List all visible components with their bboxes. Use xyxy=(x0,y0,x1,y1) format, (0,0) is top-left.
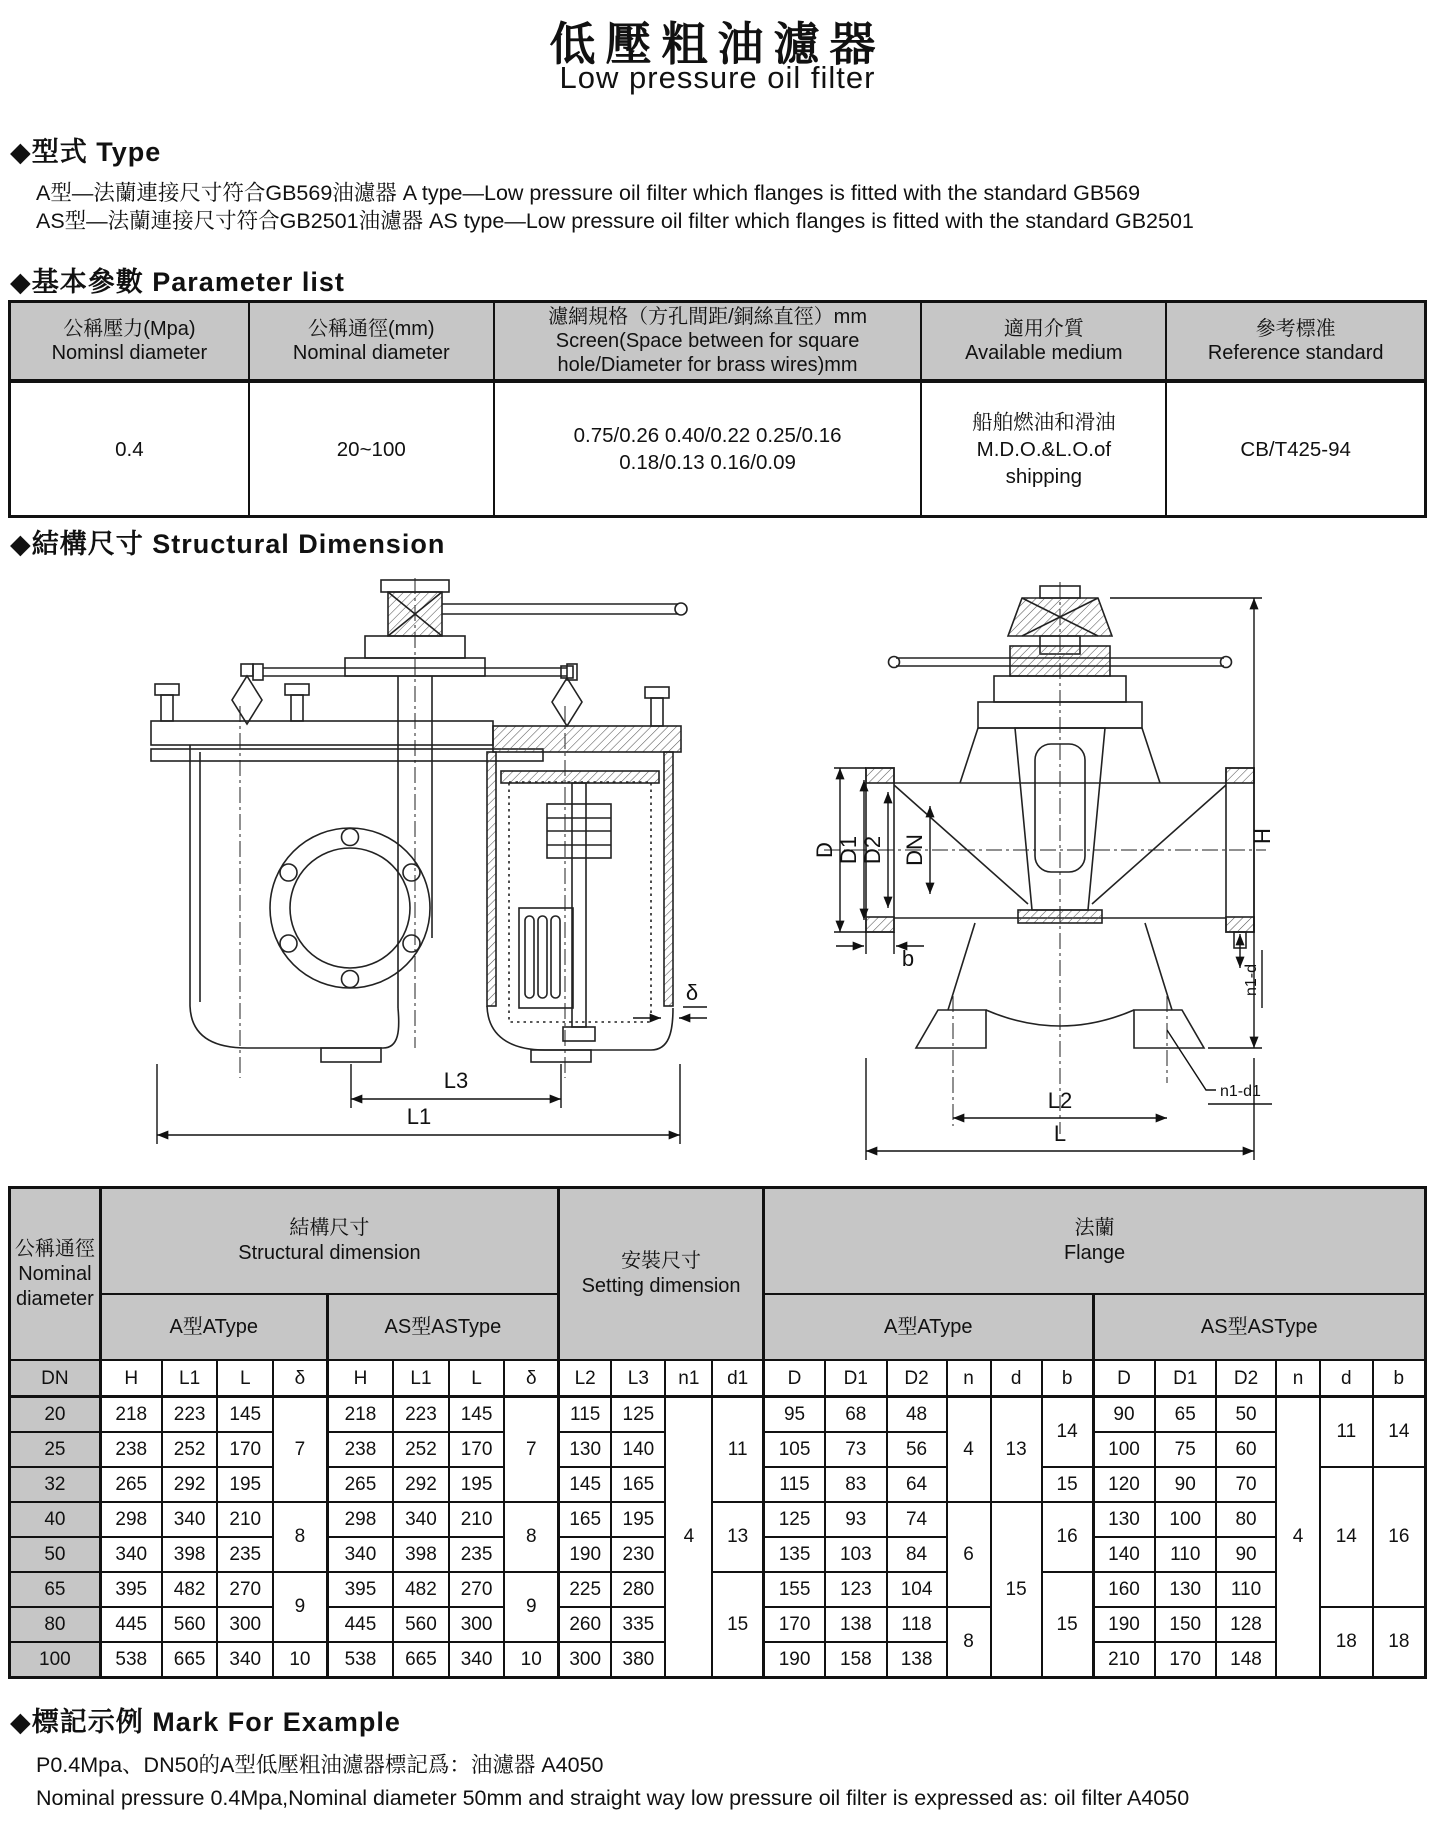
dim-cell-as_D1: 90 xyxy=(1155,1467,1217,1502)
dim-cell-as_D2: 128 xyxy=(1216,1607,1276,1642)
dim-row-20 xyxy=(10,1397,1426,1433)
dim-cell-dn: 65 xyxy=(10,1572,101,1607)
dim-cell-dn: 32 xyxy=(10,1467,101,1502)
dim-cell-l3: 165 xyxy=(611,1467,665,1502)
param-header-3: 適用介質 Available medium xyxy=(921,302,1166,382)
dim-cell-dn: 25 xyxy=(10,1432,101,1467)
right-structural-drawing xyxy=(810,578,1280,1175)
dim-row-40 xyxy=(10,1502,1426,1537)
param-value-0: 0.4 xyxy=(10,381,249,517)
dim-cell-a_D1: 103 xyxy=(825,1537,887,1572)
dim-cell-d1: 13 xyxy=(712,1502,763,1572)
dim-cell-a_D1: 68 xyxy=(825,1397,887,1433)
dim-cell-as_D: 100 xyxy=(1093,1432,1155,1467)
dim-cell-a_D2: 138 xyxy=(887,1642,947,1678)
dim-row-65 xyxy=(10,1572,1426,1607)
dimension-table xyxy=(8,1186,1427,1679)
dim-cell-a_h: 395 xyxy=(100,1572,162,1607)
dim-cell-l2: 225 xyxy=(559,1572,612,1607)
centerlines xyxy=(240,578,565,1078)
dim-cell-as_h: 218 xyxy=(327,1397,393,1433)
left-dimension-lines xyxy=(157,1007,707,1144)
dim-col-header-a_b: b xyxy=(1042,1360,1093,1397)
dim-cell-a_h: 298 xyxy=(100,1502,162,1537)
section-heading-mark: ◆標記示例 Mark For Example xyxy=(10,1707,401,1737)
dim-col-header-a_D2: D2 xyxy=(887,1360,947,1397)
dim-cell-a_delta: 10 xyxy=(273,1642,327,1678)
dim-cell-a_h: 265 xyxy=(100,1467,162,1502)
dim-cell-a_delta: 8 xyxy=(273,1502,327,1572)
dim-cell-as_l1: 340 xyxy=(393,1502,449,1537)
dim-cell-as_l: 170 xyxy=(449,1432,505,1467)
dim-cell-as_D: 210 xyxy=(1093,1642,1155,1678)
dim-col-header-as_l: L xyxy=(449,1360,505,1397)
dim-cell-a_D1: 158 xyxy=(825,1642,887,1678)
dim-cell-as_D: 160 xyxy=(1093,1572,1155,1607)
dim-cell-a_D: 105 xyxy=(764,1432,826,1467)
dim-cell-a_D1: 138 xyxy=(825,1607,887,1642)
dim-cell-as_D: 90 xyxy=(1093,1397,1155,1433)
dim-header-structural: 結構尺寸 Structural dimension xyxy=(100,1188,558,1295)
param-data-row xyxy=(10,381,1426,517)
dim-cell-as_h: 340 xyxy=(327,1537,393,1572)
param-value-2: 0.75/0.26 0.40/0.22 0.25/0.16 0.18/0.13 0.16/0.09 xyxy=(494,381,922,517)
dim-cell-as_n: 4 xyxy=(1276,1397,1320,1678)
dim-cell-a_l1: 398 xyxy=(162,1537,218,1572)
dim-cell-dn: 40 xyxy=(10,1502,101,1537)
dim-cell-as_D1: 110 xyxy=(1155,1537,1217,1572)
dim-cell-a_l: 235 xyxy=(217,1537,273,1572)
dim-cell-as_d: 18 xyxy=(1320,1607,1373,1678)
dim-cell-as_b: 18 xyxy=(1373,1607,1426,1678)
dim-cell-as_l1: 252 xyxy=(393,1432,449,1467)
dim-cell-as_delta: 8 xyxy=(504,1502,558,1572)
dim-col-header-a_l: L xyxy=(217,1360,273,1397)
dim-label-n1-d: n1-d xyxy=(1243,963,1260,997)
dim-cell-a_n: 4 xyxy=(947,1397,991,1503)
dim-cell-as_l1: 560 xyxy=(393,1607,449,1642)
dim-cell-a_D2: 84 xyxy=(887,1537,947,1572)
dim-cell-as_h: 538 xyxy=(327,1642,393,1678)
param-header-4: 參考標准 Reference standard xyxy=(1166,302,1425,382)
dim-col-header-as_l1: L1 xyxy=(393,1360,449,1397)
filter-body-section xyxy=(151,580,687,1062)
param-header-row xyxy=(10,302,1426,382)
dim-cell-as_l1: 223 xyxy=(393,1397,449,1433)
dim-col-header-as_D1: D1 xyxy=(1155,1360,1217,1397)
dim-cell-dn: 20 xyxy=(10,1397,101,1433)
dim-cell-as_l: 145 xyxy=(449,1397,505,1433)
dim-cell-a_l1: 560 xyxy=(162,1607,218,1642)
dim-header-nominal: 公稱通徑 Nominal diameter xyxy=(10,1188,101,1361)
dim-cell-as_D2: 80 xyxy=(1216,1502,1276,1537)
dim-cell-as_l: 235 xyxy=(449,1537,505,1572)
dim-cell-l2: 260 xyxy=(559,1607,612,1642)
dim-col-header-d1: d1 xyxy=(712,1360,763,1397)
dim-cell-as_delta: 7 xyxy=(504,1397,558,1503)
dim-cell-a_l: 340 xyxy=(217,1642,273,1678)
dim-cell-as_h: 298 xyxy=(327,1502,393,1537)
dim-cell-a_D1: 83 xyxy=(825,1467,887,1502)
dim-header-setting: 安裝尺寸 Setting dimension xyxy=(559,1188,764,1361)
dim-cell-a_l1: 223 xyxy=(162,1397,218,1433)
mark-line-en: Nominal pressure 0.4Mpa,Nominal diameter 50mm and straight way low pressure oil filter is expressed as: oil filter A4050 xyxy=(36,1786,1190,1810)
dim-cell-l2: 130 xyxy=(559,1432,612,1467)
param-header-0: 公稱壓力(Mpa) Nominsl diameter xyxy=(10,302,249,382)
right-dimension-lines xyxy=(834,598,1272,1160)
dim-cell-a_b: 15 xyxy=(1042,1572,1093,1678)
dim-cell-a_l1: 252 xyxy=(162,1432,218,1467)
dim-cell-a_D1: 123 xyxy=(825,1572,887,1607)
dim-cell-l2: 190 xyxy=(559,1537,612,1572)
dim-cell-as_D1: 130 xyxy=(1155,1572,1217,1607)
dim-cell-as_h: 238 xyxy=(327,1432,393,1467)
dim-cell-a_l: 195 xyxy=(217,1467,273,1502)
dim-cell-as_D1: 65 xyxy=(1155,1397,1217,1433)
dim-cell-as_l: 195 xyxy=(449,1467,505,1502)
dim-cell-a_h: 218 xyxy=(100,1397,162,1433)
dim-cell-l2: 165 xyxy=(559,1502,612,1537)
dim-cell-a_l: 300 xyxy=(217,1607,273,1642)
dim-cell-as_D1: 170 xyxy=(1155,1642,1217,1678)
dim-cell-a_D: 125 xyxy=(764,1502,826,1537)
dim-cell-a_D: 95 xyxy=(764,1397,826,1433)
dim-cell-as_d: 11 xyxy=(1320,1397,1373,1468)
dim-cell-as_D2: 60 xyxy=(1216,1432,1276,1467)
dim-cell-as_l1: 665 xyxy=(393,1642,449,1678)
dim-cell-as_delta: 9 xyxy=(504,1572,558,1642)
dim-cell-a_D2: 118 xyxy=(887,1607,947,1642)
dim-cell-as_D2: 50 xyxy=(1216,1397,1276,1433)
dim-cell-a_D1: 93 xyxy=(825,1502,887,1537)
dim-col-header-as_b: b xyxy=(1373,1360,1426,1397)
dim-cell-l3: 140 xyxy=(611,1432,665,1467)
dim-cell-a_l1: 665 xyxy=(162,1642,218,1678)
dim-cell-l2: 145 xyxy=(559,1467,612,1502)
dim-cell-dn: 100 xyxy=(10,1642,101,1678)
dim-label-b: b xyxy=(901,946,915,971)
dim-cell-as_h: 395 xyxy=(327,1572,393,1607)
dim-cell-l3: 125 xyxy=(611,1397,665,1433)
dim-cell-as_l1: 482 xyxy=(393,1572,449,1607)
dim-cell-l3: 380 xyxy=(611,1642,665,1678)
mark-line-zh: P0.4Mpa、DN50的A型低壓粗油濾器標記爲：油濾器 A4050 xyxy=(36,1753,604,1777)
dim-cell-a_b: 14 xyxy=(1042,1397,1093,1468)
dim-cell-l3: 195 xyxy=(611,1502,665,1537)
dim-cell-a_d: 15 xyxy=(991,1502,1042,1678)
dim-cell-a_D2: 104 xyxy=(887,1572,947,1607)
dim-cell-a_D: 155 xyxy=(764,1572,826,1607)
dim-col-header-a_l1: L1 xyxy=(162,1360,218,1397)
dim-col-header-as_h: H xyxy=(327,1360,393,1397)
param-value-3: 船舶燃油和滑油 M.D.O.&L.O.of shipping xyxy=(921,381,1166,517)
dim-label-l3: L3 xyxy=(443,1068,469,1093)
dim-cell-a_l1: 340 xyxy=(162,1502,218,1537)
dim-label-l1: L1 xyxy=(406,1104,432,1129)
dim-cell-a_d: 13 xyxy=(991,1397,1042,1503)
dim-header-flange: 法蘭 Flange xyxy=(764,1188,1426,1295)
dim-subheader-row xyxy=(10,1360,1426,1397)
param-value-4: CB/T425-94 xyxy=(1166,381,1425,517)
dim-cell-as_D: 140 xyxy=(1093,1537,1155,1572)
dim-cell-as_l: 300 xyxy=(449,1607,505,1642)
dim-cell-as_b: 16 xyxy=(1373,1467,1426,1607)
dim-cell-a_l1: 292 xyxy=(162,1467,218,1502)
dim-col-header-as_d: d xyxy=(1320,1360,1373,1397)
page-title-zh: 低壓粗油濾器 xyxy=(549,18,886,70)
dim-col-header-as_D2: D2 xyxy=(1216,1360,1276,1397)
dim-cell-a_l: 145 xyxy=(217,1397,273,1433)
dim-cell-as_h: 445 xyxy=(327,1607,393,1642)
page-title-en: Low pressure oil filter xyxy=(559,60,876,95)
dim-col-header-l2: L2 xyxy=(559,1360,612,1397)
dim-label-delta: δ xyxy=(685,980,699,1005)
dim-col-header-dn: DN xyxy=(10,1360,101,1397)
dim-cell-as_l: 340 xyxy=(449,1642,505,1678)
dim-cell-as_D: 190 xyxy=(1093,1607,1155,1642)
dim-cell-a_n: 6 xyxy=(947,1502,991,1607)
dim-col-header-as_delta: δ xyxy=(504,1360,558,1397)
dim-cell-l2: 300 xyxy=(559,1642,612,1678)
dim-label-l2: L2 xyxy=(1047,1088,1073,1113)
dim-header-structural-as: AS型ASType xyxy=(327,1294,558,1360)
dim-label-h: H xyxy=(1250,828,1275,844)
dim-label-dn: DN xyxy=(902,834,927,866)
dim-cell-as_D1: 75 xyxy=(1155,1432,1217,1467)
dim-label-l: L xyxy=(1053,1121,1067,1146)
dim-cell-a_D1: 73 xyxy=(825,1432,887,1467)
dim-cell-a_h: 238 xyxy=(100,1432,162,1467)
dim-col-header-a_d: d xyxy=(991,1360,1042,1397)
dim-cell-as_D2: 90 xyxy=(1216,1537,1276,1572)
dim-cell-as_l: 210 xyxy=(449,1502,505,1537)
left-structural-drawing xyxy=(95,578,715,1175)
section-heading-structural: ◆結構尺寸 Structural Dimension xyxy=(10,529,446,559)
param-header-1: 公稱通徑(mm) Nominal diameter xyxy=(249,302,494,382)
dim-cell-a_D: 170 xyxy=(764,1607,826,1642)
dim-cell-a_D: 190 xyxy=(764,1642,826,1678)
dim-cell-a_D: 115 xyxy=(764,1467,826,1502)
dim-cell-a_l: 170 xyxy=(217,1432,273,1467)
dim-cell-a_h: 538 xyxy=(100,1642,162,1678)
dim-cell-a_l1: 482 xyxy=(162,1572,218,1607)
dim-table-body xyxy=(10,1397,1426,1678)
dim-cell-as_D1: 150 xyxy=(1155,1607,1217,1642)
dim-cell-as_D1: 100 xyxy=(1155,1502,1217,1537)
dim-col-header-a_h: H xyxy=(100,1360,162,1397)
dim-col-header-l3: L3 xyxy=(611,1360,665,1397)
dim-cell-as_l1: 292 xyxy=(393,1467,449,1502)
dim-cell-as_D2: 70 xyxy=(1216,1467,1276,1502)
parameter-table xyxy=(8,300,1427,518)
dim-header-structural-a: A型AType xyxy=(100,1294,327,1360)
dim-col-header-n1: n1 xyxy=(665,1360,712,1397)
dim-cell-l3: 335 xyxy=(611,1607,665,1642)
dim-cell-as_b: 14 xyxy=(1373,1397,1426,1468)
dim-header-row-1 xyxy=(10,1188,1426,1295)
dim-cell-a_delta: 7 xyxy=(273,1397,327,1503)
dim-cell-a_D2: 48 xyxy=(887,1397,947,1433)
param-value-1: 20~100 xyxy=(249,381,494,517)
param-header-2: 濾網規格（方孔間距/銅絲直徑）mm Screen(Space between for square hole/Diameter for brass wires)mm xyxy=(494,302,922,382)
dim-col-header-a_n: n xyxy=(947,1360,991,1397)
dim-cell-a_h: 340 xyxy=(100,1537,162,1572)
dim-header-flange-a: A型AType xyxy=(764,1294,1093,1360)
dim-cell-d1: 15 xyxy=(712,1572,763,1678)
dim-cell-as_D2: 110 xyxy=(1216,1572,1276,1607)
dim-cell-a_D: 135 xyxy=(764,1537,826,1572)
dim-cell-as_D: 120 xyxy=(1093,1467,1155,1502)
type-line-as: AS型—法蘭連接尺寸符合GB2501油濾器 AS type—Low pressure oil filter which flanges is fitted with the standard GB2501 xyxy=(36,209,1194,233)
dim-label-d1: D1 xyxy=(836,835,861,865)
dim-cell-a_b: 15 xyxy=(1042,1467,1093,1502)
dim-cell-a_b: 16 xyxy=(1042,1502,1093,1572)
dim-label-n1-d1: n1-d1 xyxy=(1220,1083,1261,1100)
dim-cell-d1: 11 xyxy=(712,1397,763,1503)
dim-cell-as_D: 130 xyxy=(1093,1502,1155,1537)
dim-cell-a_D2: 74 xyxy=(887,1502,947,1537)
dim-col-header-a_D: D xyxy=(764,1360,826,1397)
section-heading-parameters: ◆基本參數 Parameter list xyxy=(10,267,345,297)
dim-cell-as_D2: 148 xyxy=(1216,1642,1276,1678)
dim-cell-a_D2: 64 xyxy=(887,1467,947,1502)
dim-cell-a_D2: 56 xyxy=(887,1432,947,1467)
dim-cell-a_delta: 9 xyxy=(273,1572,327,1642)
dim-cell-as_l: 270 xyxy=(449,1572,505,1607)
dim-cell-a_h: 445 xyxy=(100,1607,162,1642)
dim-cell-l2: 115 xyxy=(559,1397,612,1433)
dim-cell-as_l1: 398 xyxy=(393,1537,449,1572)
filter-body-side xyxy=(866,586,1254,1048)
dim-cell-as_h: 265 xyxy=(327,1467,393,1502)
dim-cell-dn: 50 xyxy=(10,1537,101,1572)
dim-cell-dn: 80 xyxy=(10,1607,101,1642)
dim-header-flange-as: AS型ASType xyxy=(1093,1294,1426,1360)
type-line-a: A型—法蘭連接尺寸符合GB569油濾器 A type—Low pressure oil filter which flanges is fitted with the standard GB569 xyxy=(36,181,1141,205)
dim-cell-a_n: 8 xyxy=(947,1607,991,1678)
dim-cell-n1: 4 xyxy=(665,1397,712,1678)
dim-col-header-a_delta: δ xyxy=(273,1360,327,1397)
dim-cell-a_l: 270 xyxy=(217,1572,273,1607)
dim-cell-a_l: 210 xyxy=(217,1502,273,1537)
dim-col-header-a_D1: D1 xyxy=(825,1360,887,1397)
dim-cell-l3: 280 xyxy=(611,1572,665,1607)
dim-col-header-as_n: n xyxy=(1276,1360,1320,1397)
dim-col-header-as_D: D xyxy=(1093,1360,1155,1397)
dim-cell-as_d: 14 xyxy=(1320,1467,1373,1607)
dim-cell-l3: 230 xyxy=(611,1537,665,1572)
section-heading-type: ◆型式 Type xyxy=(10,137,162,167)
dim-label-d2: D2 xyxy=(860,835,885,865)
dim-cell-as_delta: 10 xyxy=(504,1642,558,1678)
dim-label-d: D xyxy=(812,842,837,858)
